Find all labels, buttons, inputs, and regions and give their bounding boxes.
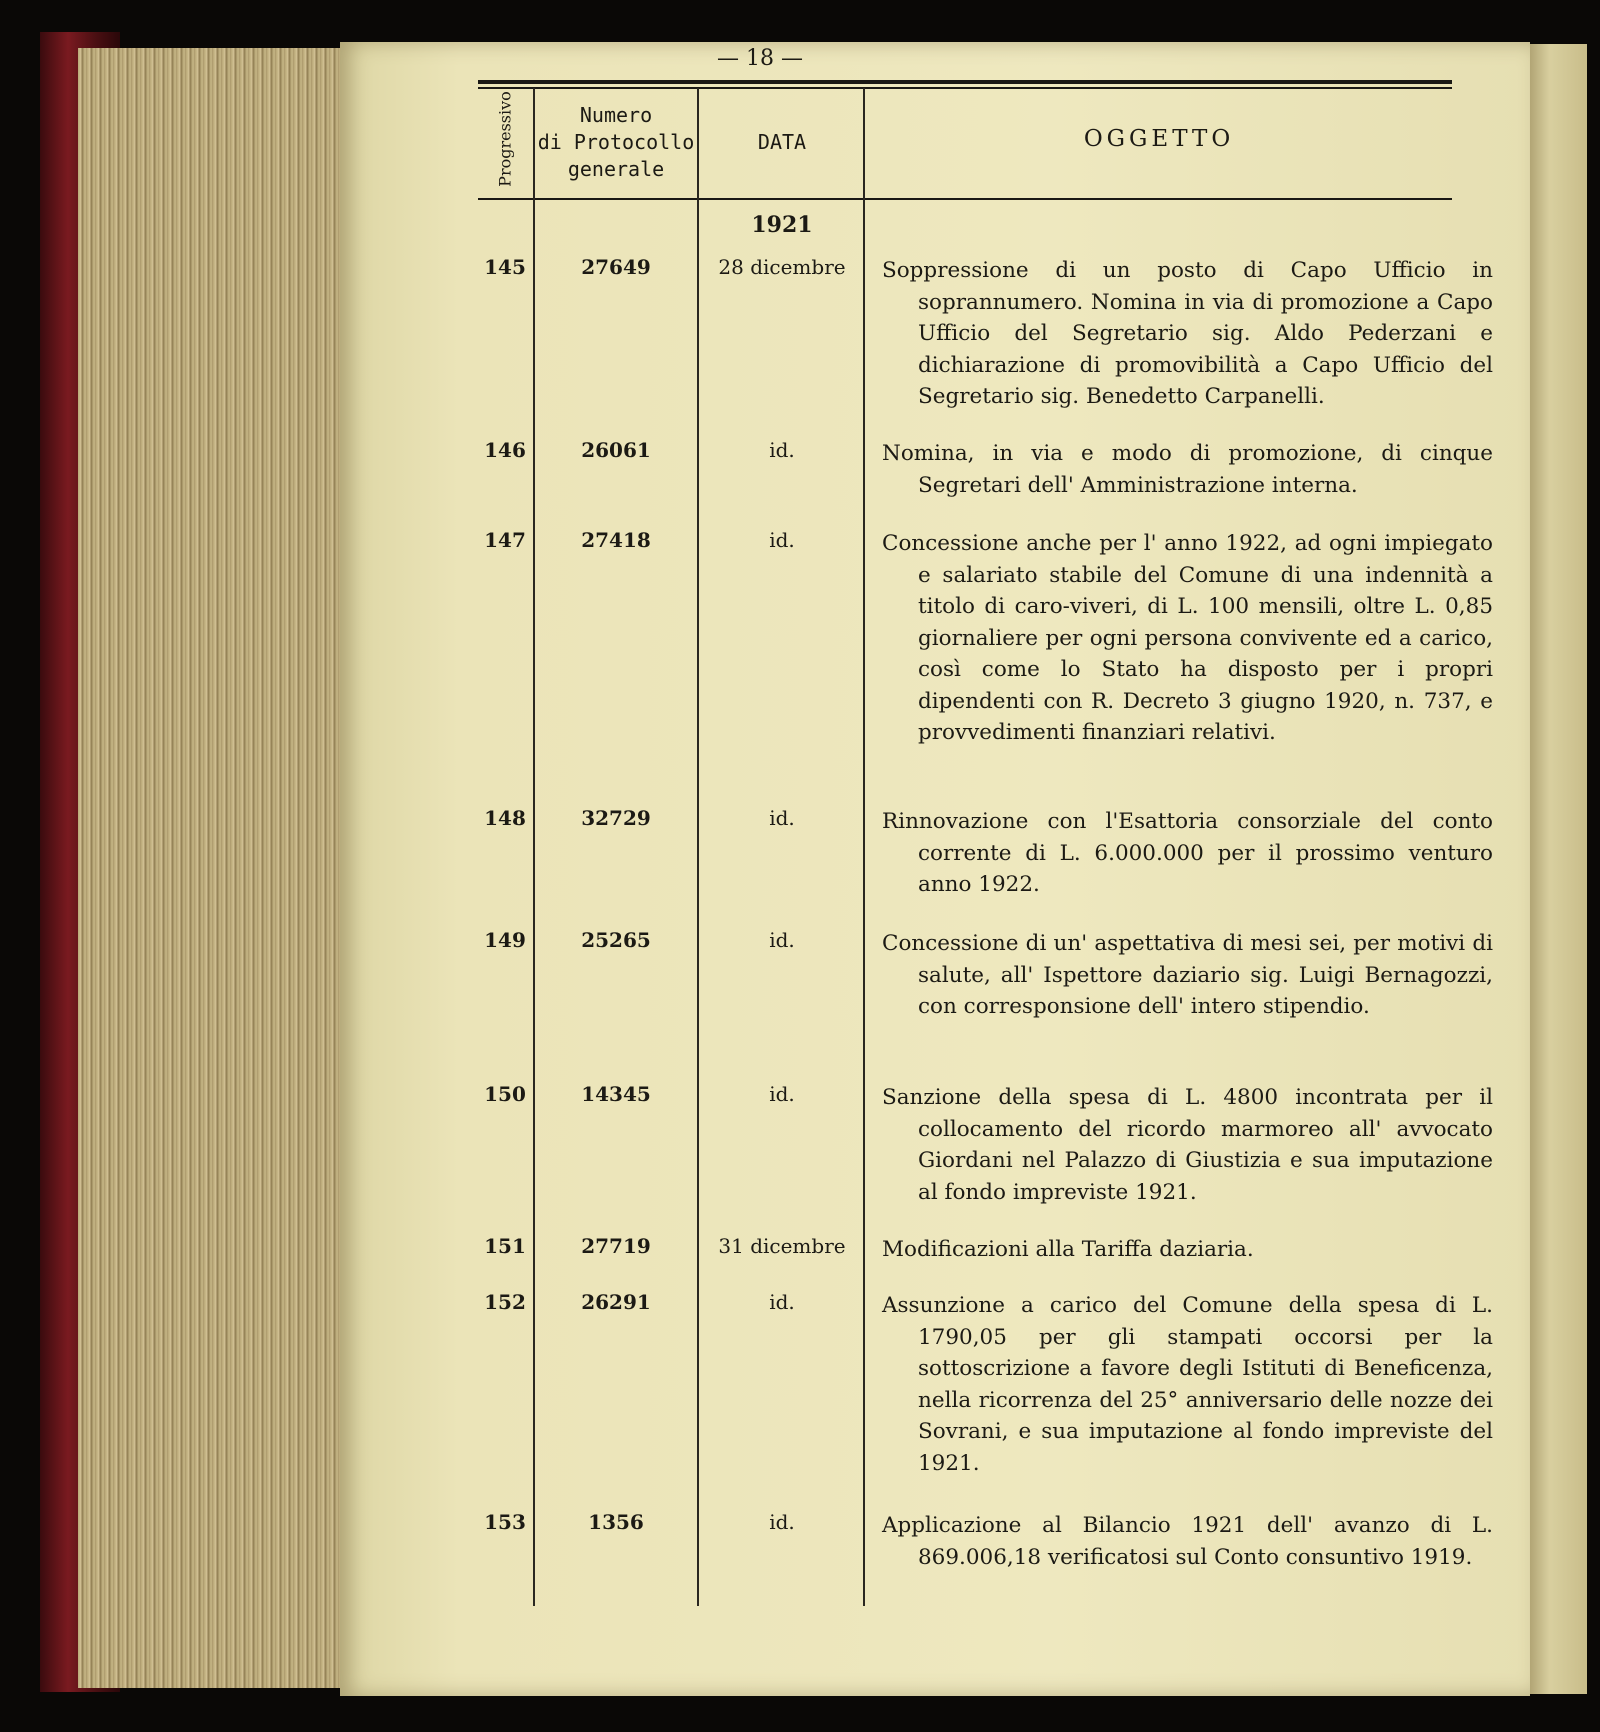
top-rule-thin [478,87,1452,89]
row-protocol-number: 27719 [581,1234,651,1258]
header-numero-line-1: Numero [579,103,653,127]
row-subject: Soppressione di un posto di Capo Ufficio in soprannumero. Nomina in via di promozione a Capo Ufficio del Segretario sig. Aldo Pederzani e dichiarazione di promovibilità a Capo Ufficio del Segretario sig. Benedetto Carpanelli. [882,258,1493,409]
row-protocol-number: 27649 [581,255,651,279]
row-progressivo: 146 [484,438,526,462]
row-date: 31 dicembre [718,1234,846,1258]
header-progressivo-label: Progressivo [495,91,515,187]
row-protocol-number: 27418 [581,528,651,552]
page-number: — 18 — [717,46,803,71]
row-protocol-number: 14345 [581,1082,651,1106]
row-subject: Applicazione al Bilancio 1921 dell' avanzo di L. 869.006,18 verificatosi sul Conto consuntivo 1919. [882,1513,1493,1570]
row-date: id. [769,806,795,830]
header-numero-line-3: generale [567,157,665,181]
row-date: id. [769,928,795,952]
row-date: id. [769,1290,795,1314]
row-progressivo: 149 [484,928,526,952]
row-subject: Sanzione della spesa di L. 4800 incontrata per il collocamento del ricordo marmoreo all' avvocato Giordani nel Palazzo di Giustizia e sua imputazione al fondo impreviste 1921. [882,1085,1493,1205]
row-date: id. [769,438,795,462]
row-protocol-number: 25265 [581,928,651,952]
column-line-2 [697,88,699,1606]
row-subject: Concessione di un' aspettativa di mesi sei, per motivi di salute, all' Ispettore daziario sig. Luigi Bernagozzi, con corresponsione dell' intero stipendio. [882,931,1493,1019]
header-oggetto: OGGETTO [1083,126,1235,152]
row-subject: Rinnovazione con l'Esattoria consorziale del conto corrente di L. 6.000.000 per il prossimo venturo anno 1922. [882,809,1493,897]
row-protocol-number: 26291 [581,1290,651,1314]
column-line-3 [863,88,865,1606]
row-progressivo: 153 [484,1510,526,1534]
facing-page-edge [1525,44,1587,1694]
row-progressivo: 150 [484,1082,526,1106]
row-progressivo: 148 [484,806,526,830]
row-protocol-number: 26061 [581,438,651,462]
row-progressivo: 152 [484,1290,526,1314]
row-date: id. [769,528,795,552]
row-date: 28 dicembre [718,255,846,279]
header-progressivo [478,80,532,198]
row-subject: Concessione anche per l' anno 1922, ad ogni impiegato e salariato stabile del Comune di una indennità a titolo di caro-viveri, di L. 100 mensili, oltre L. 0,85 giornaliere per ogni persona convivente ed a carico, così come lo Stato ha disposto per i propri dipendenti con R. Decreto 3 giugno 1920, n. 737, e provvedimenti finanziari relativi. [882,531,1493,745]
row-progressivo: 147 [484,528,526,552]
header-data: DATA [757,130,807,154]
row-subject: Assunzione a carico del Comune della spesa di L. 1790,05 per gli stampati occorsi per la sottoscrizione a favore degli Istituti di Beneficenza, nella ricorrenza del 25° anniversario delle nozze dei Sovrani, e sua imputazione al fondo impreviste del 1921. [882,1293,1493,1476]
row-date: id. [769,1510,795,1534]
row-progressivo: 151 [484,1234,526,1258]
header-numero [536,102,696,183]
page-edges [78,48,348,1688]
row-date: id. [769,1082,795,1106]
header-bottom-rule [478,198,1452,200]
row-subject: Nomina, in via e modo di promozione, di cinque Segretari dell' Amministrazione interna. [882,441,1493,498]
column-line-1 [533,88,535,1606]
top-rule-thick [478,80,1452,84]
row-protocol-number: 32729 [581,806,651,830]
year-heading: 1921 [751,212,813,238]
row-subject: Modificazioni alla Tariffa daziaria. [882,1237,1254,1262]
row-progressivo: 145 [484,255,526,279]
row-protocol-number: 1356 [588,1510,644,1534]
header-numero-line-2: di Protocollo [537,130,695,154]
